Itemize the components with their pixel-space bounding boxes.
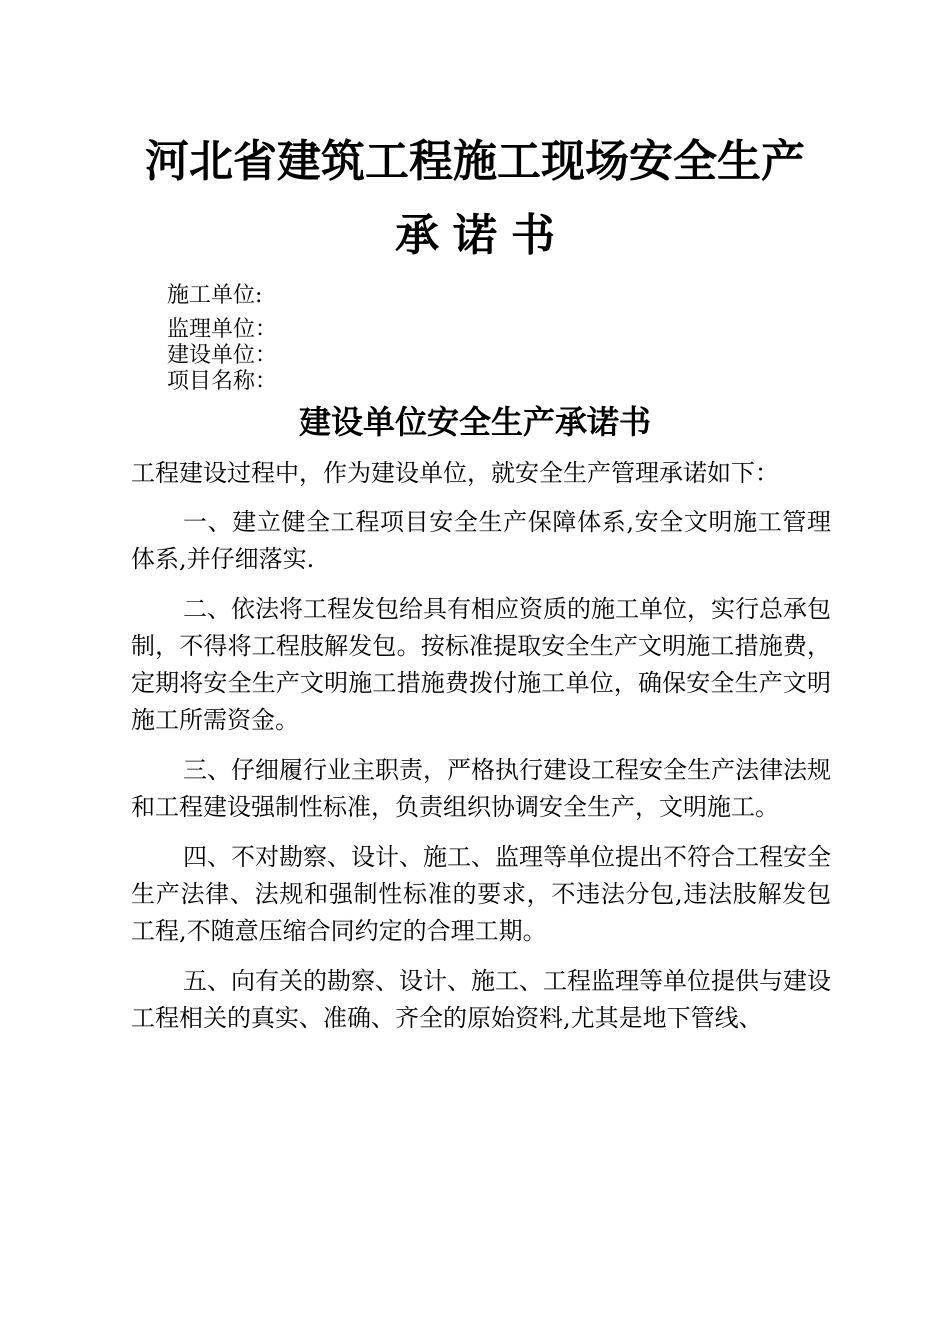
commitment-item-4: 四、不对勘察、设计、施工、监理等单位提出不符合工程安全生产法律、法规和强制性标准的要求，不违法分包,违法肢解发包工程,不随意压缩合同约定的合理工期。: [131, 843, 831, 945]
field-owner-unit: 建设单位：: [167, 343, 278, 368]
commitment-item-3: 三、仔细履行业主职责，严格执行建设工程安全生产法律法规和工程建设强制性标准，负责组织协调安全生产，文明施工。: [131, 756, 831, 821]
field-project-name: 项目名称：: [167, 369, 278, 394]
section-title: 建设单位安全生产承诺书: [298, 403, 651, 441]
commitment-item-5: 五、向有关的勘察、设计、施工、工程监理等单位提供与建设工程相关的真实、准确、齐全的原始资料,尤其是地下管线、: [131, 967, 831, 1032]
document-title-line-2: 承诺书: [395, 210, 569, 261]
commitment-item-2: 二、依法将工程发包给具有相应资质的施工单位，实行总承包制，不得将工程肢解发包。按标准提取安全生产文明施工措施费，定期将安全生产文明施工措施费拨付施工单位，确保安全生产文明施工所需资金。: [131, 595, 831, 734]
field-construction-unit: 施工单位:: [167, 283, 263, 308]
commitment-item-1: 一、建立健全工程项目安全生产保障体系,安全文明施工管理体系,并仔细落实.: [131, 508, 831, 573]
intro-paragraph: 工程建设过程中，作为建设单位，就安全生产管理承诺如下：: [131, 459, 779, 487]
field-supervision-unit: 监理单位：: [167, 317, 278, 342]
document-body: [131, 455, 831, 1050]
info-fields: [167, 283, 667, 395]
document-title-line-1: 河北省建筑工程施工现场安全生产: [145, 136, 805, 187]
